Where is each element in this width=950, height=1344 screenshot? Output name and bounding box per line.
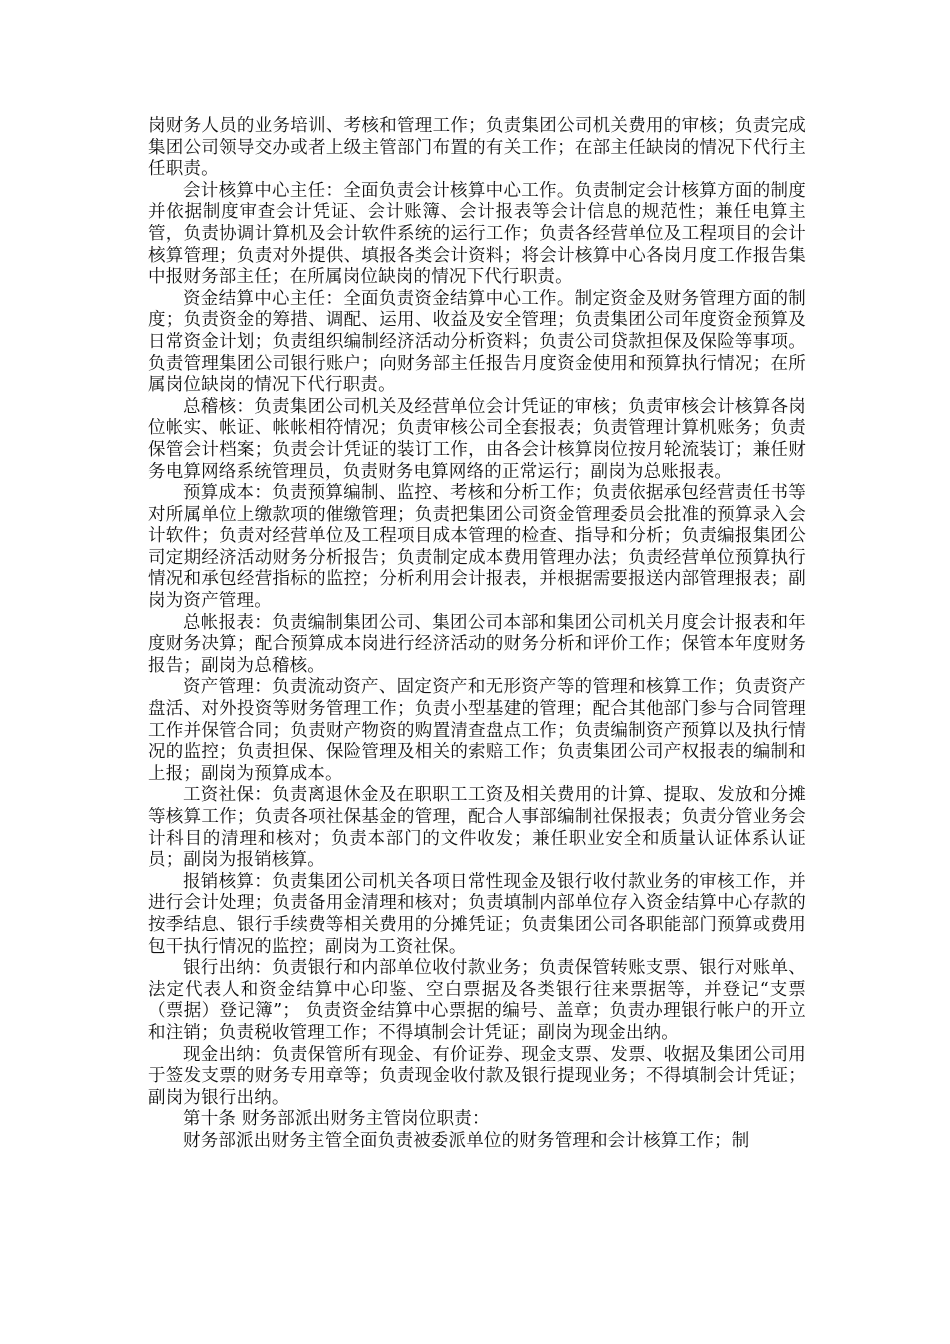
paragraph-reimbursement-accounting: 报销核算：负责集团公司机关各项日常性现金及银行收付款业务的审核工作，并进行会计处理；负责备用金清理和核对；负责填制内部单位存入资金结算中心存款的按季结息、银行手续费等相关费用的分摊凭证；负责集团公司各职能部门预算或费用包干执行情况的监控；副岗为工资社保。: [148, 871, 806, 957]
paragraph-budget-cost: 预算成本：负责预算编制、监控、考核和分析工作；负责依据承包经营责任书等对所属单位上缴款项的催缴管理；负责把集团公司资金管理委员会批准的预算录入会计软件；负责对经营单位及工程项目成本管理的检查、指导和分析；负责编报集团公司定期经济活动财务分析报告；负责制定成本费用管理办法；负责经营单位预算执行情况和承包经营指标的监控；分析利用会计报表，并根据需要报送内部管理报表；副岗为资产管理。: [148, 483, 806, 612]
body-text: [148, 116, 806, 1153]
paragraph-chief-auditor: 总稽核：负责集团公司机关及经营单位会计凭证的审核；负责审核会计核算各岗位帐实、帐证、帐帐相符情况；负责审核公司全套报表；负责管理计算机账务；负责保管会计档案；负责会计凭证的装订工作，由各会计核算岗位按月轮流装订；兼任财务电算网络系统管理员，负责财务电算网络的正常运行；副岗为总账报表。: [148, 396, 806, 482]
paragraph-asset-management: 资产管理：负责流动资产、固定资产和无形资产等的管理和核算工作；负责资产盘活、对外投资等财务管理工作；负责小型基建的管理；配合其他部门参与合同管理工作并保管合同；负责财产物资的购置清查盘点工作；负责编制资产预算以及执行情况的监控；负责担保、保险管理及相关的索赔工作；负责集团公司产权报表的编制和上报；副岗为预算成本。: [148, 677, 806, 784]
paragraph-fund-settlement-director: 资金结算中心主任：全面负责资金结算中心工作。制定资金及财务管理方面的制度；负责资金的筹措、调配、运用、收益及安全管理；负责集团公司年度资金预算及日常资金计划；负责组织编制经济活动分析资料；负责公司贷款担保及保险等事项。负责管理集团公司银行账户；向财务部主任报告月度资金使用和预算执行情况；在所属岗位缺岗的情况下代行职责。: [148, 288, 806, 396]
paragraph-payroll-social-security: 工资社保：负责离退休金及在职职工工资及相关费用的计算、提取、发放和分摊等核算工作；负责各项社保基金的管理，配合人事部编制社保报表；负责分管业务会计科目的清理和核对；负责本部门的文件收发；兼任职业安全和质量认证体系认证员；副岗为报销核算。: [148, 785, 806, 871]
paragraph-accounting-center-director: 会计核算中心主任：全面负责会计核算中心工作。负责制定会计核算方面的制度并依据制度审查会计凭证、会计账簿、会计报表等会计信息的规范性；兼任电算主管，负责协调计算机及会计软件系统的运行工作；负责各经营单位及工程项目的会计核算管理；负责对外提供、填报各类会计资料；将会计核算中心各岗月度工作报告集中报财务部主任；在所属岗位缺岗的情况下代行职责。: [148, 180, 806, 288]
paragraph-bank-cashier: 银行出纳：负责银行和内部单位收付款业务；负责保管转账支票、银行对账单、法定代表人和资金结算中心印鉴、空白票据及各类银行往来票据等，并登记“支票（票据）登记簿”； 负责资金结算中心票据的编号、盖章；负责办理银行帐户的开立和注销；负责税收管理工作；不得填制会计凭证；副岗为现金出纳。: [148, 958, 806, 1043]
paragraph-continuation: 岗财务人员的业务培训、考核和管理工作；负责集团公司机关费用的审核；负责完成集团公司领导交办或者上级主管部门布置的有关工作；在部主任缺岗的情况下代行主任职责。: [148, 116, 806, 180]
paragraph-cash-cashier: 现金出纳：负责保管所有现金、有价证券、现金支票、发票、收据及集团公司用于签发支票的财务专用章等；负责现金收付款及银行提现业务；不得填制会计凭证；副岗为银行出纳。: [148, 1044, 806, 1108]
paragraph-general-ledger-reports: 总帐报表：负责编制集团公司、集团公司本部和集团公司机关月度会计报表和年度财务决算；配合预算成本岗进行经济活动的财务分析和评价工作；保管本年度财务报告；副岗为总稽核。: [148, 612, 806, 676]
paragraph-dispatched-finance-supervisor: 财务部派出财务主管全面负责被委派单位的财务管理和会计核算工作；制: [183, 1130, 750, 1151]
article-ten-heading: 第十条 财务部派出财务主管岗位职责：: [183, 1109, 490, 1130]
